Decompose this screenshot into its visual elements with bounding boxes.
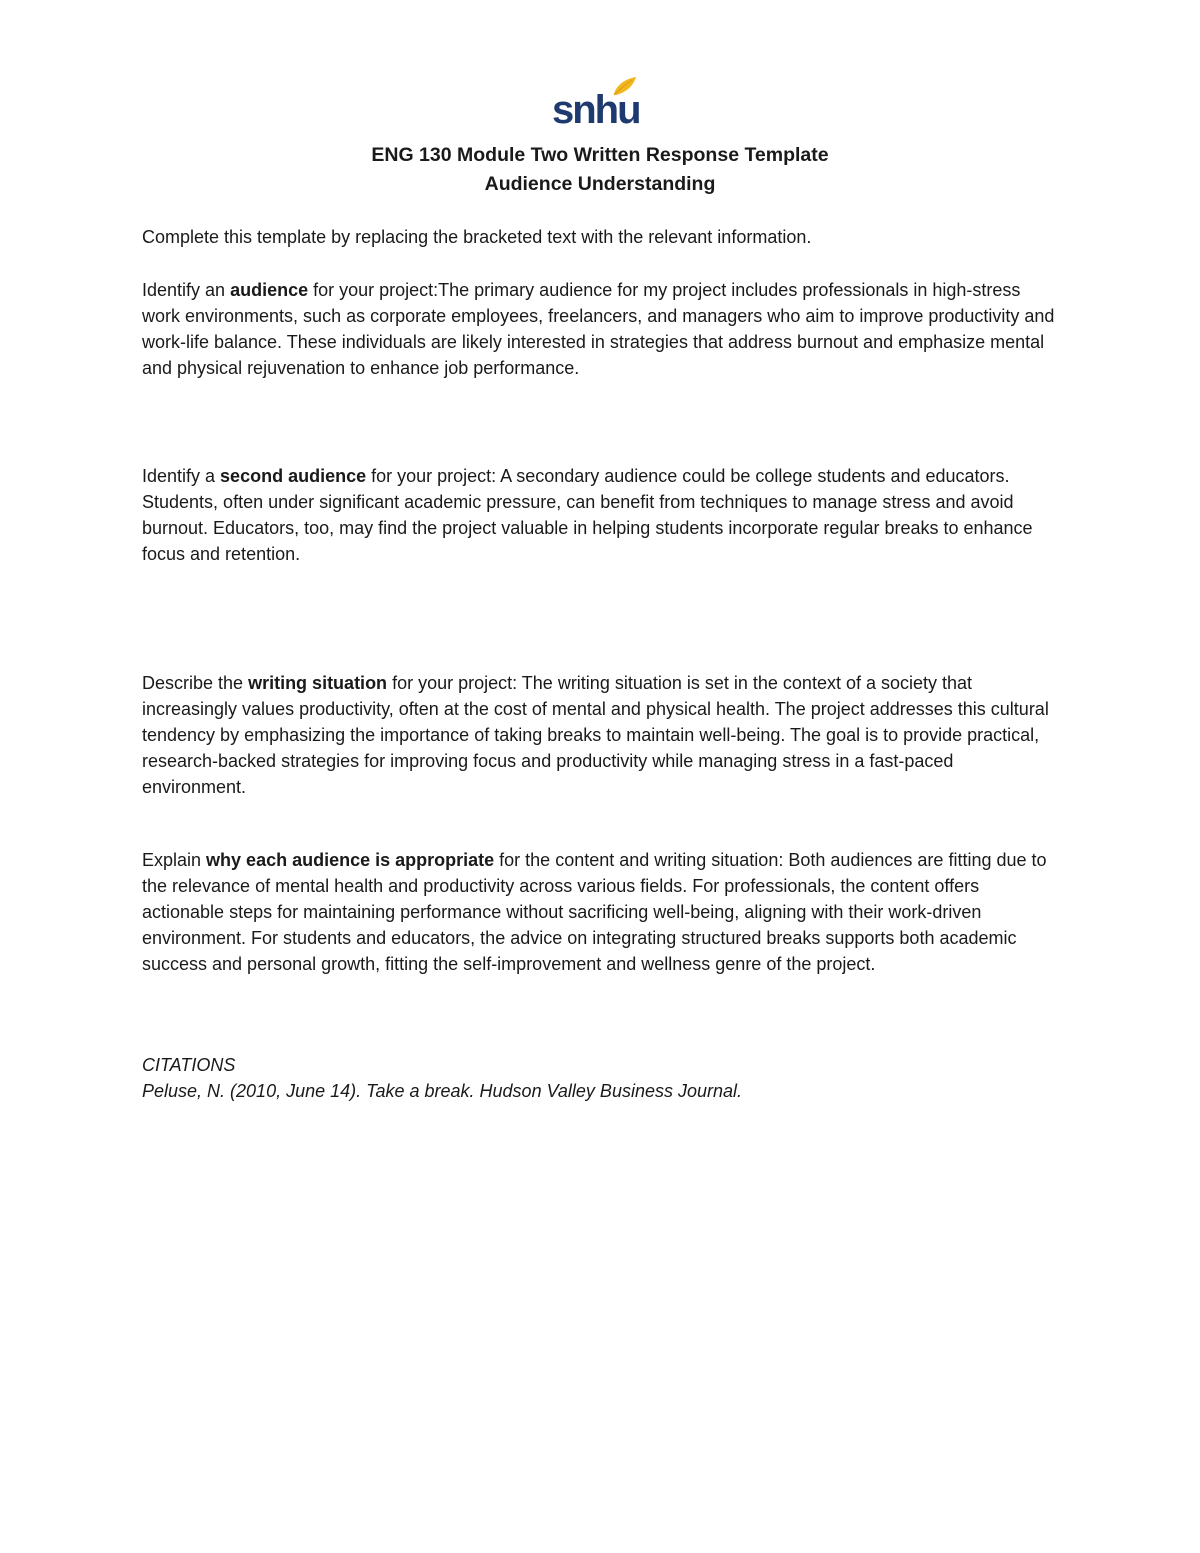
section-audience: [142, 277, 1062, 381]
section-second-audience: [142, 463, 1062, 567]
prompt-suffix: for your project:: [366, 466, 497, 486]
response-text: A secondary audience could be college students and educators. Students, often under significant academic pressure, can benefit from techniques to manage stress and avoid burnout. Educators, too, may find the project valuable in helping students incorporate regular breaks to enhance focus and retention.: [142, 466, 1033, 564]
response-text: The writing situation is set in the context of a society that increasingly values productivity, often at the cost of mental and physical health. The project addresses this cultural tendency by emphasizing the importance of taking breaks to maintain well-being. The goal is to provide practical, research-backed strategies for improving focus and productivity while managing stress in a fast-paced environment.: [142, 673, 1049, 797]
section-writing-situation: [142, 670, 1062, 800]
section-paragraph: [142, 847, 1062, 977]
prompt-keyword: audience: [230, 280, 309, 300]
intro-text: Complete this template by replacing the bracketed text with the relevant information.: [142, 227, 812, 247]
document-subtitle: Audience Understanding: [484, 173, 716, 195]
section-audience-appropriateness: [142, 847, 1062, 977]
prompt-prefix: Explain: [142, 850, 207, 870]
prompt-keyword: second audience: [220, 466, 367, 486]
logo-wordmark: snhu: [552, 88, 640, 132]
intro-instructions: [142, 224, 1062, 250]
section-paragraph: [142, 670, 1062, 800]
prompt-keyword: why each audience is appropriate: [206, 850, 495, 870]
document-title: ENG 130 Module Two Written Response Template: [371, 144, 829, 166]
prompt-suffix: for the content and writing situation:: [494, 850, 784, 870]
snhu-logo: [552, 74, 644, 136]
prompt-prefix: Describe the: [142, 673, 249, 693]
section-paragraph: [142, 277, 1062, 381]
citation-entry: Peluse, N. (2010, June 14). Take a break. Hudson Valley Business Journal.: [142, 1081, 743, 1101]
citations: [142, 1052, 1062, 1104]
prompt-suffix: for your project:: [387, 673, 518, 693]
prompt-prefix: Identify a: [142, 466, 221, 486]
prompt-suffix: for your project:: [308, 280, 439, 300]
citations-heading: CITATIONS: [142, 1055, 236, 1075]
prompt-prefix: Identify an: [142, 280, 231, 300]
prompt-keyword: writing situation: [248, 673, 388, 693]
response-text: Both audiences are fitting due to the relevance of mental health and productivity across various fields. For professionals, the content offers actionable steps for maintaining performance without sacrificing well-being, aligning with their work-driven environment. For students and educators, the advice on integrating structured breaks supports both academic success and personal growth, fitting the self-improvement and wellness genre of the project.: [142, 850, 1047, 974]
response-text: The primary audience for my project includes professionals in high-stress work environments, such as corporate employees, freelancers, and managers who aim to improve productivity and work-life balance. These individuals are likely interested in strategies that address burnout and emphasize mental and physical rejuvenation to enhance job performance.: [142, 280, 1055, 378]
section-paragraph: [142, 463, 1062, 567]
